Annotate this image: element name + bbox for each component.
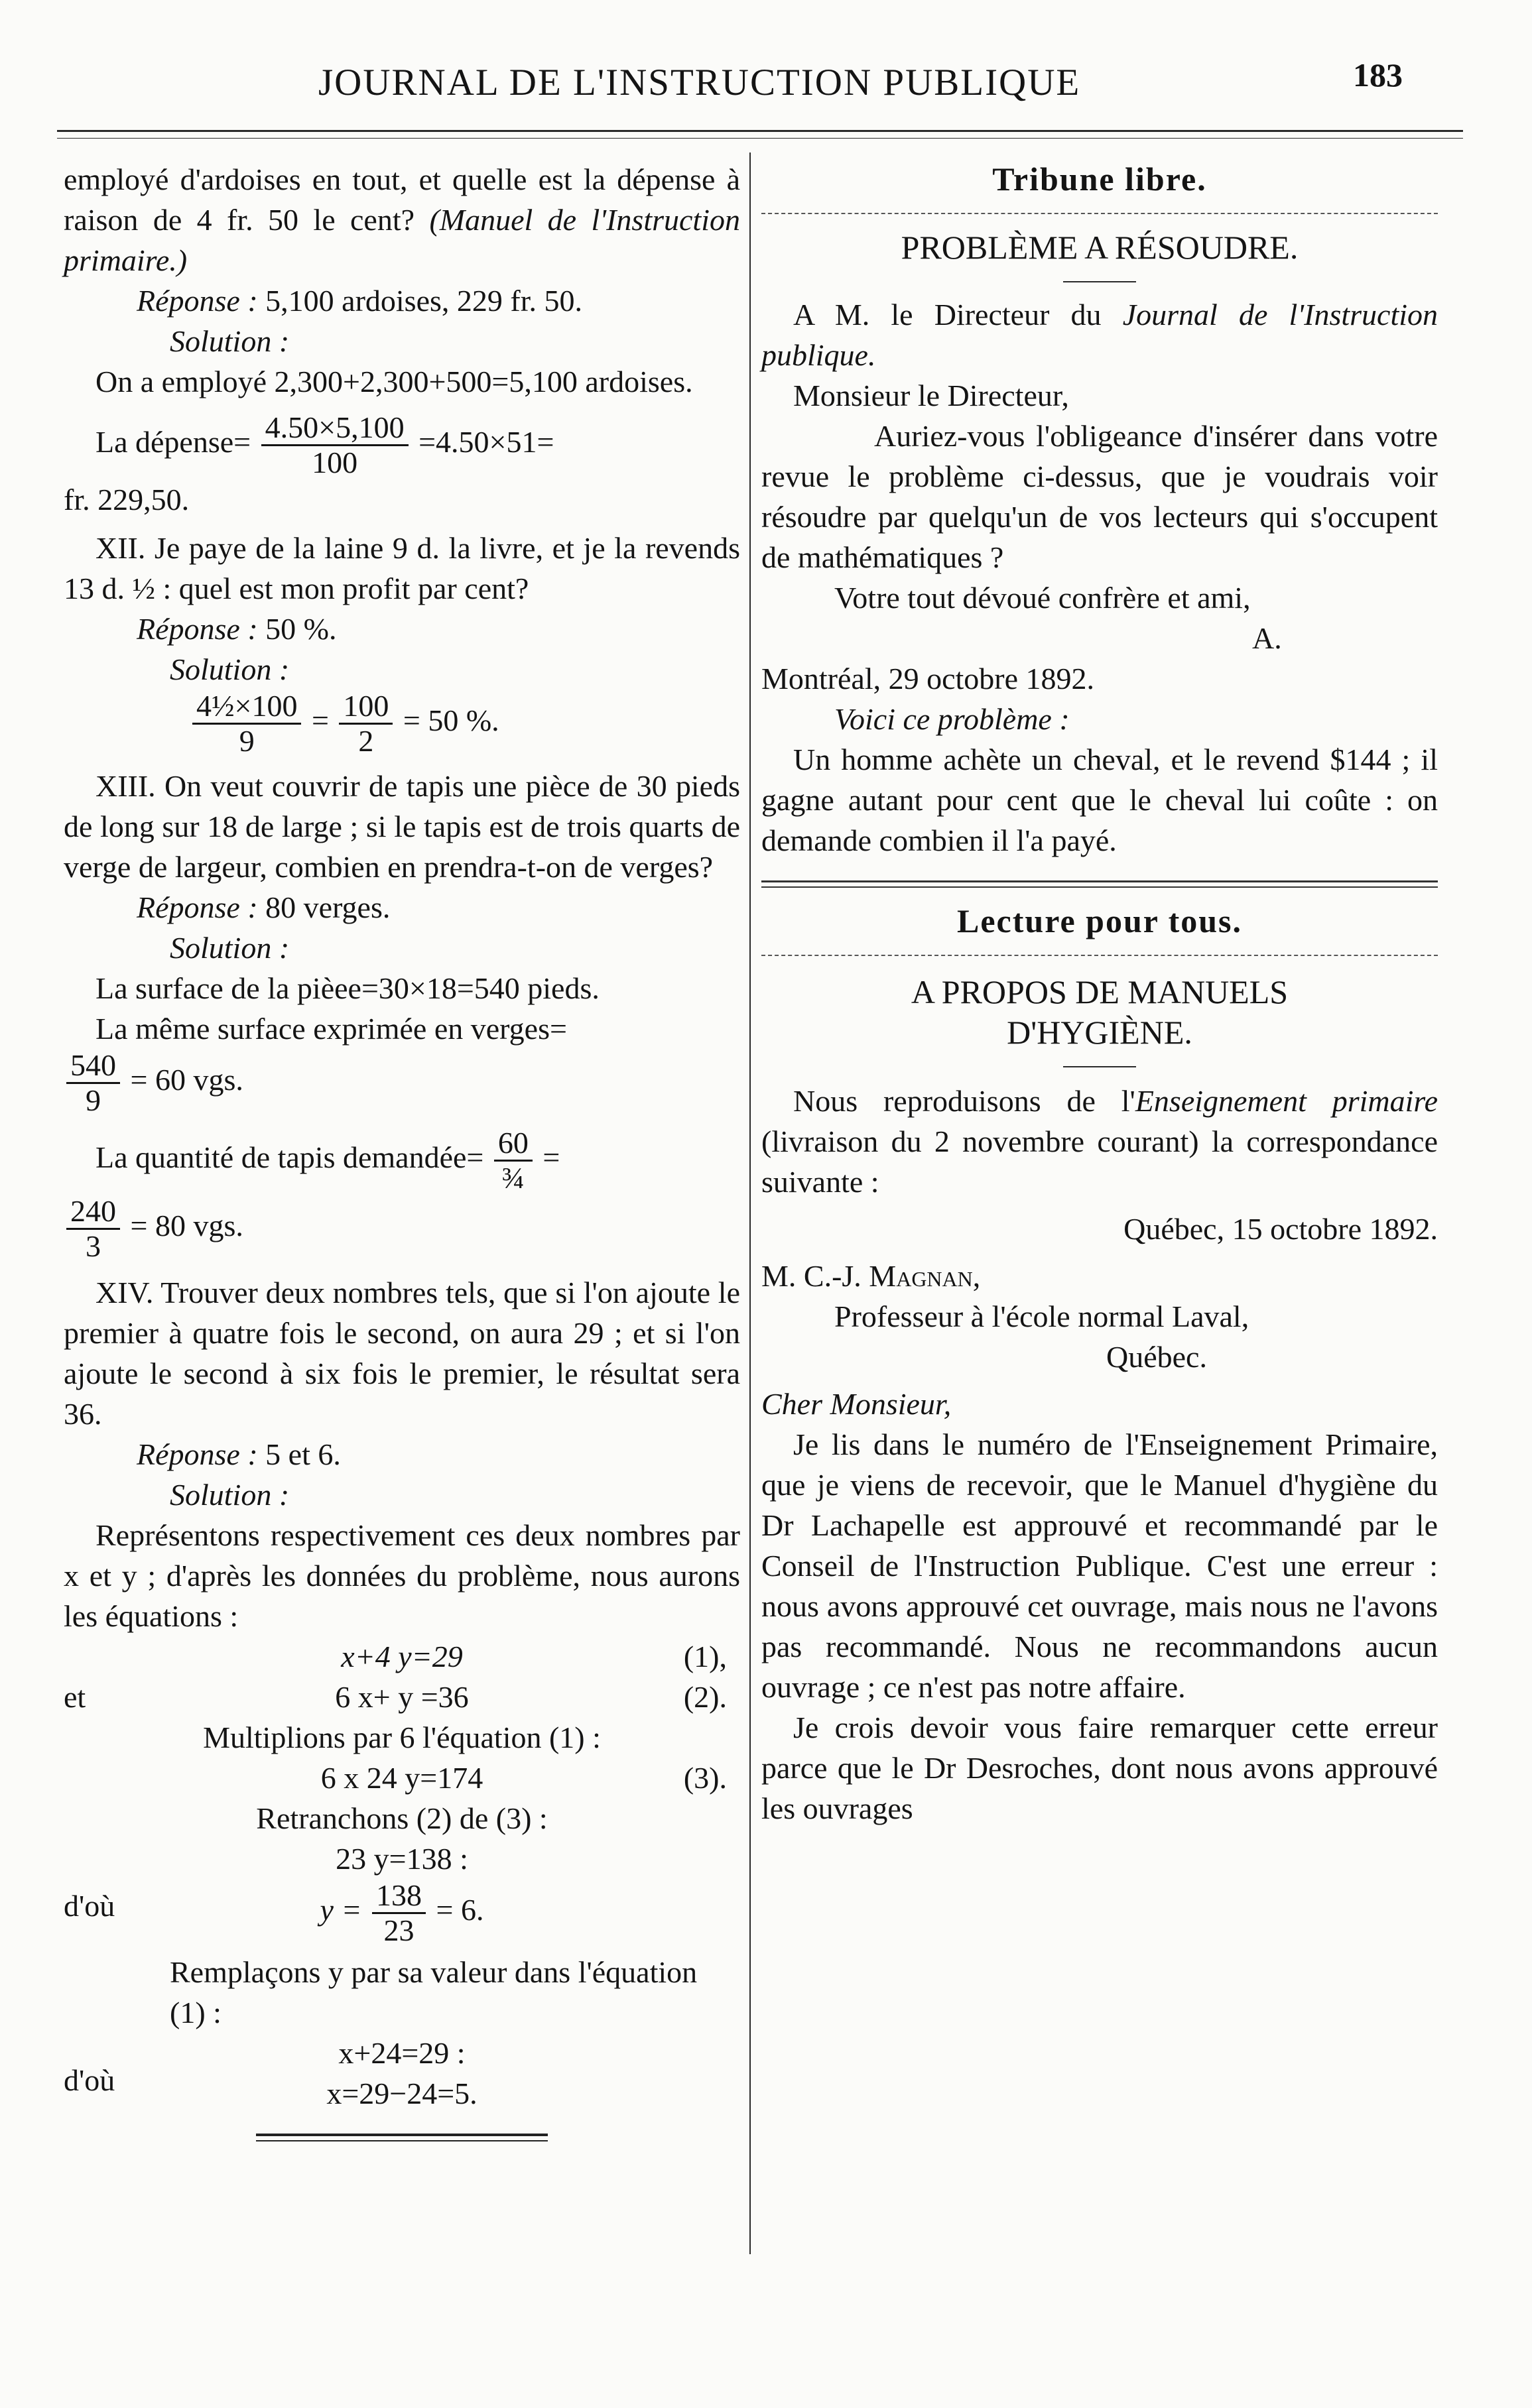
solution-3-quantite <box>96 1126 740 1195</box>
answer-3-text: 80 verges. <box>265 890 391 924</box>
xii-equals: = <box>311 703 329 738</box>
problem-xii: XII. Je paye de la laine 9 d. la livre, et je la revends 13 d. ½ : quel est mon profit par cent? <box>64 531 740 605</box>
solution-3-verges: La même surface exprimée en verges= <box>96 1012 567 1046</box>
letter-address-text: A M. le Directeur du <box>793 298 1102 331</box>
section-lecture-separator <box>761 955 1438 956</box>
voici-probleme: Voici ce problème : <box>834 702 1070 736</box>
equation-y <box>64 1879 740 1952</box>
solution-3-quantite-result <box>64 1195 740 1263</box>
problem-statement: Un homme achète un cheval, et le revend $144 ; il gagne autant pour cent que le cheval lui coûte : on demande combien il l'a payé. <box>761 743 1438 857</box>
depense-equation <box>96 411 740 479</box>
title-manuels-line1: A PROPOS DE MANUELS <box>911 973 1289 1010</box>
answer-2-label: Réponse : <box>137 612 258 646</box>
letter-date: Montréal, 29 octobre 1892. <box>761 662 1095 695</box>
letter-body: Auriez-vous l'obligeance d'insérer dans votre revue le problème ci-dessus, que je voudrais voir résoudre par quelqu'un de vos lecteurs qui s'occupent de mathématiques ? <box>761 419 1438 574</box>
letter-salutation: Monsieur le Directeur, <box>793 379 1069 412</box>
xii-fraction-2-den: 2 <box>358 724 374 758</box>
section-double-rule <box>761 880 1438 888</box>
title-manuels-line2: D'HYGIÈNE. <box>1007 1014 1192 1051</box>
remplacons-line: Remplaçons y par sa valeur dans l'équation (1) : <box>170 1955 698 2029</box>
equation-2-et: et <box>64 1680 86 1714</box>
column-divider <box>749 152 751 2254</box>
letter-closing: Votre tout dévoué confrère et ami, <box>834 581 1251 615</box>
article-intro-a: Nous reproduisons de l' <box>793 1084 1135 1118</box>
dou-2: d'où <box>64 2063 115 2097</box>
solution-3-surface: La surface de la pièee=30×18=540 pieds. <box>96 971 600 1005</box>
quantite-fraction-num: 60 <box>494 1126 533 1162</box>
quantite-label: La quantité de tapis demandée= <box>96 1140 484 1175</box>
answer-3 <box>137 887 740 928</box>
answer-1-label: Réponse : <box>137 284 258 318</box>
equation-2-number: (2). <box>683 1680 727 1714</box>
answer-4-text: 5 et 6. <box>265 1437 341 1471</box>
xii-fraction-2 <box>339 690 393 758</box>
dou-1: d'où <box>64 1889 115 1923</box>
equation-3-number: (3). <box>683 1761 727 1795</box>
verges-result: = 60 vgs. <box>130 1063 243 1097</box>
quantite-fraction-2 <box>66 1195 120 1263</box>
left-column <box>64 159 740 2141</box>
solution-3-verges-fraction <box>64 1049 740 1117</box>
y-fraction-num: 138 <box>372 1879 426 1914</box>
answer-4-label: Réponse : <box>137 1437 258 1471</box>
equation-1 <box>64 1636 740 1677</box>
equation-2 <box>64 1677 740 1717</box>
solution-4-intro: Représentons respectivement ces deux nombres par x et y ; d'après les données du problème, nous aurons les équations : <box>64 1518 740 1633</box>
quantite-fraction-den: ¾ <box>501 1161 525 1195</box>
depense-numerator: 4.50×5,100 <box>261 411 409 446</box>
section-tribune-libre: Tribune libre. <box>992 160 1207 198</box>
verges-fraction <box>66 1049 120 1117</box>
left-intro-text: employé d'ardoises en tout, et quelle est la dépense à raison de 4 fr. 50 le cent? <box>64 162 740 237</box>
equation-6-text: x=29−24=5. <box>326 2077 478 2110</box>
y-lhs: y = <box>320 1893 362 1927</box>
title-probleme: PROBLÈME A RÉSOUDRE. <box>901 229 1299 266</box>
y-fraction <box>372 1879 426 1947</box>
section-tribune-separator <box>761 213 1438 214</box>
article-salutation: Cher Monsieur, <box>761 1387 952 1421</box>
article-paragraph-1: Je lis dans le numéro de l'Enseignement Primaire, que je viens de recevoir, que le Manuel d'hygiène du Dr Lachapelle est approuvé et recommandé par le Conseil de l'Instruction Publique. C'est une erreur : nous avons approuvé cet ouvrage, mais nous ne l'avons pas recommandé. Nous ne recommandons aucun ouvrage ; ce n'est pas notre affaire. <box>761 1427 1438 1704</box>
article-intro-source: Enseignement primaire <box>1135 1084 1438 1118</box>
left-end-rule <box>256 2134 548 2141</box>
right-column <box>761 159 1438 1829</box>
equation-1-text: x+4 y=29 <box>341 1640 463 1673</box>
letter-address <box>761 294 1438 375</box>
solution-2-label: Solution : <box>170 652 290 686</box>
letter-signature: A. <box>1252 621 1282 655</box>
left-intro-source: (Manuel de l'Instruction primaire.) <box>64 203 740 277</box>
equation-3 <box>64 1758 740 1798</box>
y-fraction-den: 23 <box>383 1913 415 1947</box>
xii-result: = 50 %. <box>403 703 499 738</box>
xii-fraction-2-num: 100 <box>339 690 393 725</box>
equation-3-text: 6 x 24 y=174 <box>320 1761 483 1795</box>
article-intro-b: (livraison du 2 novembre courant) la correspondance suivante : <box>761 1124 1438 1199</box>
left-intro-paragraph <box>64 159 740 280</box>
quantite-fraction-2-den: 3 <box>86 1229 101 1263</box>
depense-total: fr. 229,50. <box>64 483 190 516</box>
header-rule-thin <box>57 138 1463 139</box>
solution-2-equation <box>190 690 740 758</box>
page-number: 183 <box>1353 56 1403 93</box>
section-lecture-pour-tous: Lecture pour tous. <box>957 902 1242 939</box>
answer-3-label: Réponse : <box>137 890 258 924</box>
letter-address-journal: Journal de l'Instruction publique. <box>761 298 1438 372</box>
answer-4 <box>137 1434 740 1475</box>
quantite-equals: = <box>543 1140 560 1175</box>
retranchons-line: Retranchons (2) de (3) : <box>256 1801 548 1835</box>
article-paragraph-2: Je crois devoir vous faire remarquer cette erreur parce que le Dr Desroches, dont nous avons approuvé les ouvrages <box>761 1711 1438 1825</box>
answer-2 <box>137 609 740 649</box>
answer-2-text: 50 %. <box>265 612 337 646</box>
solution-1-line: On a employé 2,300+2,300+500=5,100 ardoises. <box>96 365 693 398</box>
depense-label: La dépense= <box>96 425 251 459</box>
article-addressee: M. C.-J. Magnan, <box>761 1259 981 1293</box>
verges-fraction-num: 540 <box>66 1049 120 1084</box>
equation-1-number: (1), <box>683 1640 727 1673</box>
problem-xiv: XIV. Trouver deux nombres tels, que si l'on ajoute le premier à quatre fois le second, on aura 29 ; et si l'on ajoute le second à six fois le premier, le résultat sera 36. <box>64 1276 740 1431</box>
verges-fraction-den: 9 <box>86 1083 101 1117</box>
xii-fraction-1-num: 4½×100 <box>192 690 301 725</box>
quantite-fraction-2-num: 240 <box>66 1195 120 1230</box>
multiplions-line: Multiplions par 6 l'équation (1) : <box>203 1720 601 1754</box>
equation-4: 23 y=138 : <box>336 1842 468 1876</box>
answer-1-text: 5,100 ardoises, 229 fr. 50. <box>265 284 582 318</box>
y-result: = 6. <box>436 1893 484 1927</box>
article-date: Québec, 15 octobre 1892. <box>1123 1212 1438 1246</box>
equation-2-text: 6 x+ y =36 <box>335 1680 469 1714</box>
depense-denominator: 100 <box>312 446 358 479</box>
equation-y-expression <box>64 1879 740 1947</box>
article-professor-line1: Professeur à l'école normal Laval, <box>834 1299 1249 1333</box>
depense-fraction <box>261 411 409 479</box>
depense-rest: =4.50×51= <box>418 425 554 459</box>
equation-6 <box>64 2063 740 2114</box>
solution-3-label: Solution : <box>170 931 290 965</box>
solution-4-label: Solution : <box>170 1478 290 1512</box>
xii-fraction-1-den: 9 <box>239 724 255 758</box>
problem-xiii: XIII. On veut couvrir de tapis une pièce de 30 pieds de long sur 18 de large ; si le tapis est de trois quarts de verge de largeur, combien en prendra-t-on de verges? <box>64 769 740 884</box>
running-header-title: JOURNAL DE L'INSTRUCTION PUBLIQUE <box>318 62 1081 103</box>
title-probleme-rule <box>1063 281 1136 282</box>
article-professor-line2: Québec. <box>1106 1340 1207 1374</box>
article-intro <box>761 1081 1438 1202</box>
title-manuels-rule <box>1063 1066 1136 1067</box>
answer-1 <box>137 280 740 321</box>
header-rule-thick <box>57 130 1463 132</box>
quantite-result: = 80 vgs. <box>130 1209 243 1243</box>
quantite-fraction <box>494 1126 533 1195</box>
xii-fraction-1 <box>192 690 301 758</box>
solution-1-label: Solution : <box>170 324 290 358</box>
equation-5: x+24=29 : <box>338 2036 466 2070</box>
